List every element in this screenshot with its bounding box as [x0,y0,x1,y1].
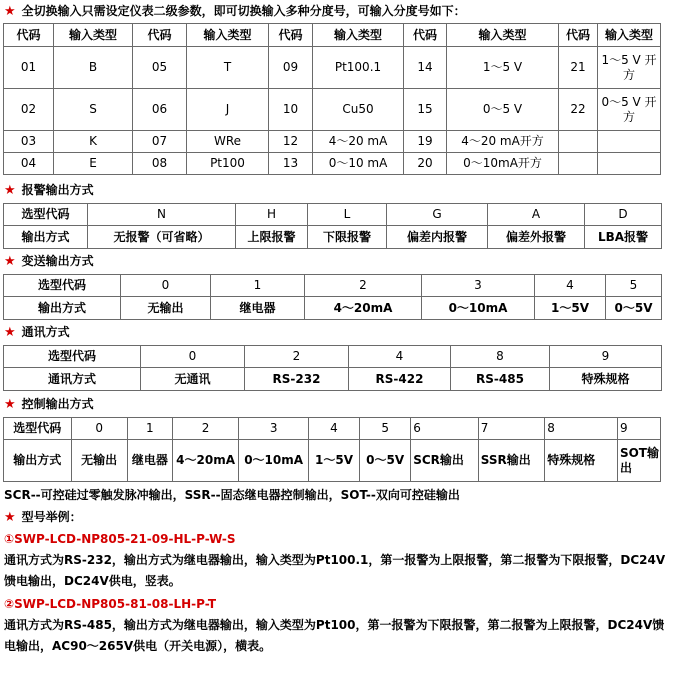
intro-text: 全切换输入只需设定仪表二级参数，即可切换输入多种分度号，可输入分度号如下： [21,4,466,18]
header-cell: 代码 [559,24,598,47]
table-row [4,89,661,131]
table-cell: 2 [305,275,422,297]
star-icon: ★ [4,325,16,340]
table-cell: 0～10mA开方 [447,153,559,175]
table-cell: 无输出 [71,440,127,482]
example1-description: 通讯方式为RS-232，输出方式为继电器输出，输入类型为Pt100.1，第一报警为上限报警，第二报警为下限报警，DC24V馈电输出，DC24V供电，竖表。 [4,553,666,588]
intro-line [4,1,466,21]
table-cell: 0 [121,275,211,297]
table-row [4,204,662,226]
table-row [4,297,662,320]
table-cell: LBA报警 [585,226,662,249]
table-cell: 特殊规格 [550,368,662,391]
header-cell: 输入类型 [447,24,559,47]
input-table-header [4,24,661,47]
table-cell: 4～20 mA开方 [447,131,559,153]
table-cell: 0～5 V 开方 [598,89,661,131]
header-cell: 输入类型 [187,24,269,47]
table-cell: 5 [606,275,662,297]
star-icon: ★ [4,4,16,19]
table-cell: D [585,204,662,226]
table-cell: 9 [617,418,660,440]
table-cell: L [308,204,387,226]
example2-description: 通讯方式为RS-485，输出方式为继电器输出，输入类型为Pt100，第一报警为下限报警，第二报警为上限报警，DC24V馈电输出，AC90～265V供电（开关电源），横表。 [4,618,665,653]
table-cell: 通讯方式 [4,368,141,391]
table-cell: 0～10 mA [313,153,404,175]
example2-code: ②SWP-LCD-NP805-81-08-LH-P-T [4,597,217,611]
table-cell: 无输出 [121,297,211,320]
example1-code: ①SWP-LCD-NP805-21-09-HL-P-W-S [4,532,236,546]
table-cell: 无通讯 [141,368,245,391]
table-cell: 20 [404,153,447,175]
table-cell: WRe [187,131,269,153]
table-cell: 上限报警 [236,226,308,249]
table-cell: 输出方式 [4,440,72,482]
table-cell: E [54,153,133,175]
table-cell: 21 [559,47,598,89]
table-cell: 下限报警 [308,226,387,249]
table-cell: 03 [4,131,54,153]
table-cell: SSR输出 [478,440,545,482]
table-cell: 1～5 V [447,47,559,89]
alarm-output-table [3,203,662,249]
header-cell: 输入类型 [598,24,661,47]
table-cell: 偏差内报警 [387,226,488,249]
table-cell: 05 [133,47,187,89]
table-cell: Pt100 [187,153,269,175]
section-title: 通讯方式 [21,325,70,339]
table-cell: 22 [559,89,598,131]
table-cell: 07 [133,131,187,153]
table-cell: 06 [133,89,187,131]
table-cell [598,131,661,153]
control-output-table [3,417,661,482]
table-cell: 5 [360,418,411,440]
table-row [4,440,661,482]
header-cell: 代码 [269,24,313,47]
table-cell: A [488,204,585,226]
header-cell: 代码 [133,24,187,47]
table-cell: 选型代码 [4,418,72,440]
table-cell: 08 [133,153,187,175]
table-cell: 特殊规格 [545,440,618,482]
table-cell: 6 [411,418,479,440]
table-row [4,275,662,297]
table-cell: 1 [127,418,172,440]
comm-table [3,345,662,391]
table-row [4,131,661,153]
table-row [4,346,662,368]
table-cell: 选型代码 [4,204,88,226]
table-cell: K [54,131,133,153]
table-cell: 继电器 [127,440,172,482]
table-cell: 1～5V [308,440,359,482]
star-icon: ★ [4,510,16,525]
header-cell: 输入类型 [313,24,404,47]
table-cell: 12 [269,131,313,153]
table-cell: 01 [4,47,54,89]
transmit-section-title [4,251,94,271]
table-cell: 4 [308,418,359,440]
table-cell: 输出方式 [4,297,121,320]
table-cell: 4～20mA [172,440,239,482]
table-cell: G [387,204,488,226]
section-title: 报警输出方式 [21,183,94,197]
table-cell: 0～5V [360,440,411,482]
table-cell: SOT输出 [617,440,660,482]
table-cell: B [54,47,133,89]
star-icon: ★ [4,254,16,269]
section-title: 变送输出方式 [21,254,94,268]
table-cell: 1～5V [535,297,606,320]
table-cell: 选型代码 [4,275,121,297]
table-cell: S [54,89,133,131]
table-cell: 输出方式 [4,226,88,249]
table-cell: 10 [269,89,313,131]
comm-section-title [4,322,70,342]
abbreviation-note: SCR--可控硅过零触发脉冲输出，SSR--固态继电器控制输出，SOT--双向可控硅输出 [4,488,460,502]
table-cell: RS-485 [451,368,550,391]
table-cell: 0 [71,418,127,440]
table-cell: 15 [404,89,447,131]
table-cell: 14 [404,47,447,89]
table-cell: 1 [211,275,305,297]
header-cell: 代码 [4,24,54,47]
table-cell: Cu50 [313,89,404,131]
table-cell: 2 [245,346,349,368]
table-cell: 02 [4,89,54,131]
table-cell: 2 [172,418,239,440]
table-cell: 0～10mA [422,297,535,320]
header-cell: 代码 [404,24,447,47]
transmit-output-table [3,274,662,320]
table-cell: 0～5V [606,297,662,320]
table-cell: 1～5 V 开方 [598,47,661,89]
table-cell: 7 [478,418,545,440]
table-cell: 偏差外报警 [488,226,585,249]
table-cell [559,153,598,175]
table-cell: 8 [545,418,618,440]
table-row [4,47,661,89]
star-icon: ★ [4,183,16,198]
table-cell: RS-232 [245,368,349,391]
table-cell: 继电器 [211,297,305,320]
input-type-table [3,23,661,175]
table-cell: 09 [269,47,313,89]
table-cell: 4～20mA [305,297,422,320]
table-cell: 4 [535,275,606,297]
table-cell: T [187,47,269,89]
table-cell: 选型代码 [4,346,141,368]
alarm-section-title [4,180,94,200]
table-cell: Pt100.1 [313,47,404,89]
table-cell: 19 [404,131,447,153]
table-cell: N [88,204,236,226]
section-title: 型号举例： [21,510,82,524]
table-cell: 3 [239,418,309,440]
table-cell: H [236,204,308,226]
table-cell: 4 [349,346,451,368]
table-cell: J [187,89,269,131]
table-cell: 0～10mA [239,440,309,482]
example-title [4,507,82,527]
table-cell [598,153,661,175]
table-row [4,418,661,440]
table-cell: 04 [4,153,54,175]
table-row [4,368,662,391]
table-cell: 无报警（可省略） [88,226,236,249]
table-cell: 3 [422,275,535,297]
header-cell: 输入类型 [54,24,133,47]
table-cell: 9 [550,346,662,368]
star-icon: ★ [4,397,16,412]
table-cell: 8 [451,346,550,368]
table-row [4,153,661,175]
table-cell: 13 [269,153,313,175]
table-cell: RS-422 [349,368,451,391]
section-title: 控制输出方式 [21,397,94,411]
table-cell: 0 [141,346,245,368]
table-cell [559,131,598,153]
table-cell: SCR输出 [411,440,479,482]
table-cell: 4～20 mA [313,131,404,153]
table-row [4,226,662,249]
table-cell: 0～5 V [447,89,559,131]
control-section-title [4,394,94,414]
